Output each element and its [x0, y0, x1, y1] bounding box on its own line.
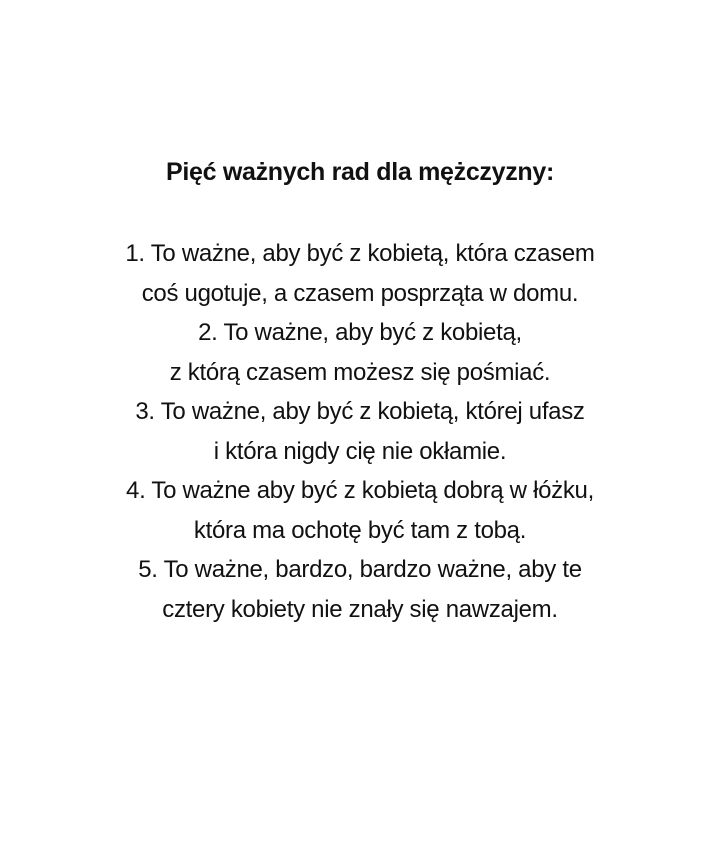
text-line: 1. To ważne, aby być z kobietą, która czasem — [125, 240, 595, 267]
text-line: 2. To ważne, aby być z kobietą, — [198, 319, 522, 346]
text-line: cztery kobiety nie znały się nawzajem. — [162, 595, 558, 623]
advice-text — [0, 234, 720, 629]
text-line: 4. To ważne aby być z kobietą dobrą w łóżku, — [126, 477, 594, 504]
text-line: która ma ochotę być tam z tobą. — [193, 516, 527, 544]
page-title: Pięć ważnych rad dla mężczyzny: — [165, 158, 555, 186]
text-line: z którą czasem możesz się pośmiać. — [169, 358, 551, 386]
text-line: 3. To ważne, aby być z kobietą, której ufasz — [135, 398, 585, 425]
text-line: i która nigdy cię nie okłamie. — [213, 437, 507, 465]
text-line: 5. To ważne, bardzo, bardzo ważne, aby te — [138, 556, 582, 583]
text-line: coś ugotuje, a czasem posprząta w domu. — [141, 279, 579, 307]
